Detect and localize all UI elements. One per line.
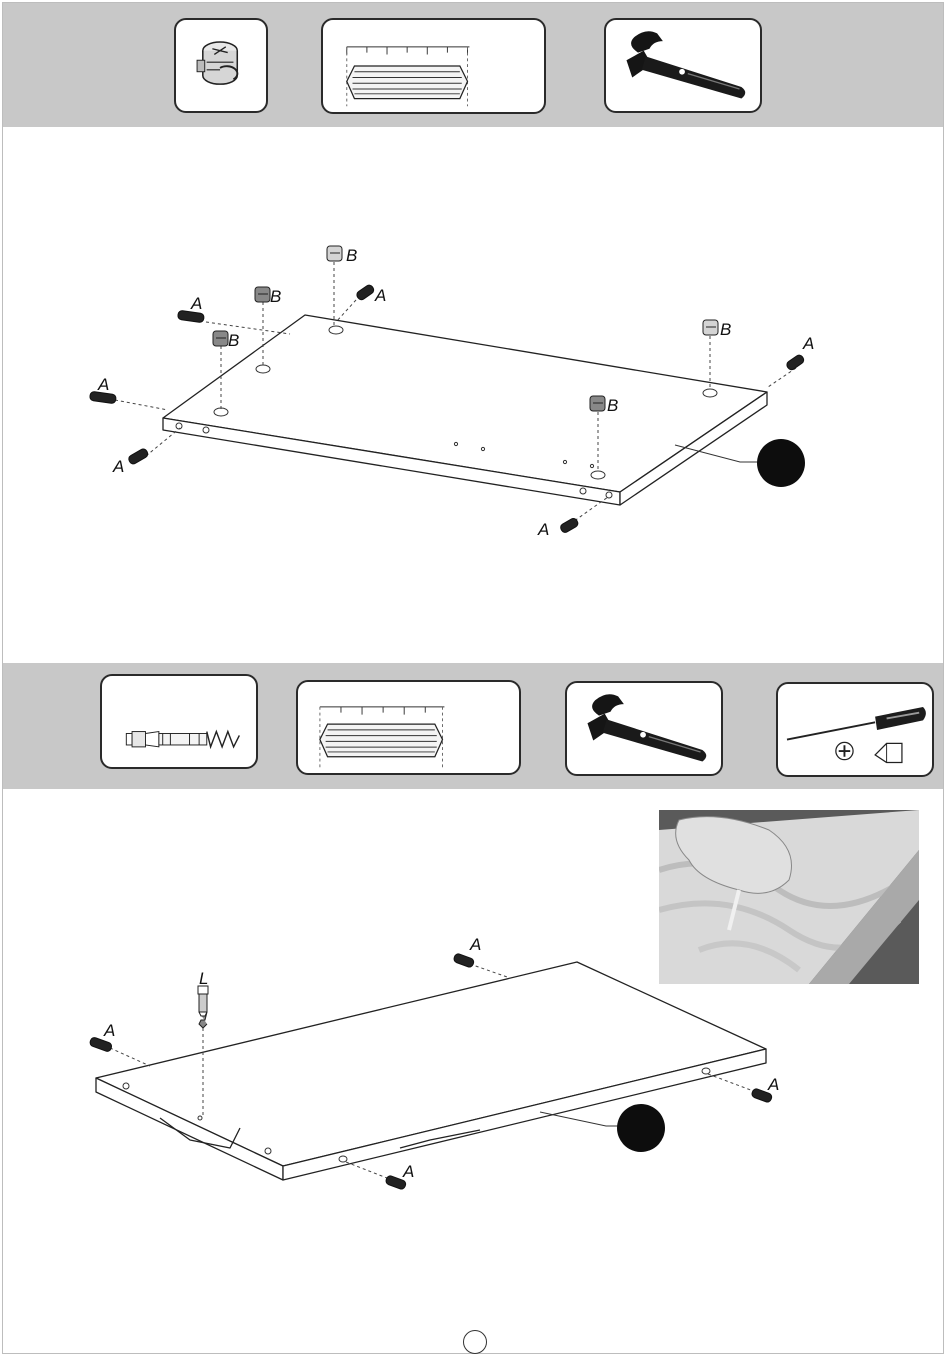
cam-b-5 — [590, 396, 605, 411]
label-a: A — [538, 520, 550, 539]
label-b: B — [228, 331, 240, 350]
label-a: A — [98, 375, 110, 394]
dowel-a-2 — [355, 284, 375, 302]
dowel-icon — [323, 20, 544, 112]
tool-box-hammer — [604, 18, 762, 113]
label-a: A — [470, 935, 482, 954]
tool-box-cam-bolt — [100, 674, 258, 769]
cam-b-4 — [703, 320, 718, 335]
step1-assembly-diagram — [0, 127, 950, 663]
label-a: A — [803, 334, 815, 353]
tool-box-hammer — [565, 681, 723, 776]
cam-lock-icon — [176, 20, 266, 111]
label-b: B — [346, 246, 358, 265]
step2-panel-badge — [617, 1104, 665, 1152]
step2-panel — [96, 962, 766, 1180]
label-b: B — [607, 396, 619, 415]
label-a: A — [113, 457, 125, 476]
dowel-a-4 — [127, 448, 149, 466]
label-a: A — [403, 1162, 415, 1181]
cam-bolt-icon — [102, 676, 256, 767]
page-number-circle — [463, 1330, 487, 1354]
tool-box-dowel — [321, 18, 546, 114]
cam-bolt-l — [198, 986, 208, 1028]
dowel-icon — [298, 682, 519, 773]
label-a: A — [191, 294, 203, 313]
cam-b-1 — [327, 246, 342, 261]
label-b: B — [270, 287, 282, 306]
tool-box-dowel — [296, 680, 521, 775]
screwdriver-icon — [778, 684, 932, 775]
label-a: A — [104, 1021, 116, 1040]
cam-b-3 — [213, 331, 228, 346]
label-a: A — [375, 286, 387, 305]
label-b: B — [720, 320, 732, 339]
hammer-icon — [606, 20, 760, 111]
label-l: L — [199, 969, 209, 988]
cam-b-2 — [255, 287, 270, 302]
step1-panel — [163, 315, 767, 505]
tool-box-cam-lock — [174, 18, 268, 113]
tool-box-screwdriver — [776, 682, 934, 777]
dowel-a-2 — [453, 953, 475, 968]
hand-applying-dowel-photo — [659, 810, 919, 984]
dowel-a-6 — [559, 517, 579, 534]
step1-panel-badge — [757, 439, 805, 487]
label-a: A — [768, 1075, 780, 1094]
hammer-icon — [567, 683, 721, 774]
